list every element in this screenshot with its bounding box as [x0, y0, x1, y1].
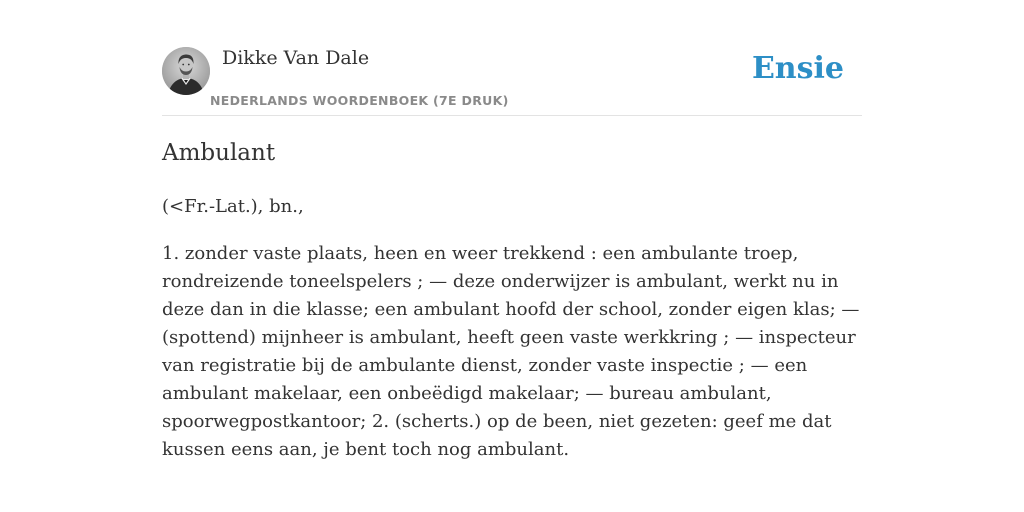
entry-title: Ambulant — [162, 140, 276, 166]
entry-body — [162, 193, 862, 483]
author-name[interactable]: Dikke Van Dale — [222, 47, 370, 69]
entry-card — [162, 40, 862, 460]
author-avatar[interactable] — [162, 47, 210, 95]
author-portrait-icon — [162, 47, 210, 95]
brand-logo[interactable]: Ensie — [751, 51, 844, 86]
entry-definition: 1. zonder vaste plaats, heen en weer trekkend : een ambulante troep, rondreizende toneelspelers ; — deze onderwijzer is ambulant, werkt nu in deze dan in die klasse; een ambulant hoofd der school, zonder eigen klas; — (spottend) mijnheer is ambulant, heeft geen vaste werkkring ; — inspecteur van registratie bij de ambulante dienst, zonder vaste inspectie ; — een ambulant makelaar, een onbeëdigd makelaar; — bureau ambulant, spoorwegpostkantoor; 2. (scherts.) op de been, niet gezeten: geef me dat kussen eens aan, je bent toch nog ambulant. — [162, 243, 860, 460]
source-label[interactable]: NEDERLANDS WOORDENBOEK (7E DRUK) — [210, 93, 509, 108]
entry-header — [162, 40, 862, 116]
entry-etymology: (<Fr.-Lat.), bn., — [162, 196, 304, 217]
